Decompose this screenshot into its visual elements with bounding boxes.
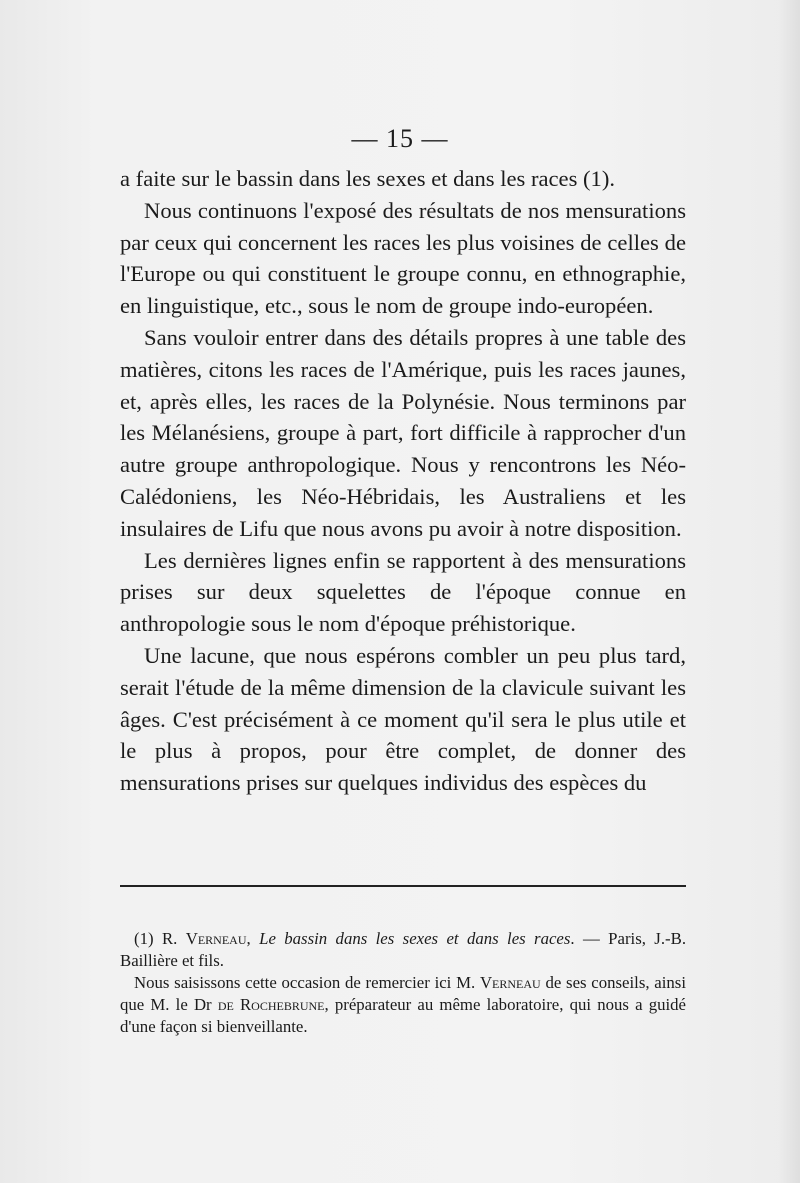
footnote-1-separator: , [246,929,260,948]
footnote-1 [120,928,686,972]
body-text [120,163,686,799]
paragraph-4: Les dernières lignes enfin se rapportent à des mensurations prises sur deux squelettes de l'époque connue en anthropologie sous le nom d'époque préhistorique. [120,547,686,637]
footnote-2-end: , préparateur au même laboratoire, qui nous a guidé d'une façon si bienveillante. [120,995,686,1036]
footnote-2-start: Nous saisissons cette occasion de remercier ici M. [134,973,480,992]
footnote-1-marker: (1) R. [134,929,178,948]
footnote-separator-rule [120,885,686,887]
page-edge-shadow [778,0,800,1183]
footnote-1-author: Verneau [185,929,247,948]
footnote-1-publisher: . — Paris, J.-B. Baillière et fils. [120,929,687,970]
paragraph-1: a faite sur le bassin dans les sexes et dans les races (1). [120,166,616,191]
footnote-2-middle: de ses conseils, ainsi que M. le Dr [120,973,686,1014]
footnote-1-title: Le bassin dans les sexes et dans les races [259,929,571,948]
paragraph-5: Une lacune, que nous espérons combler un peu plus tard, serait l'étude de la même dimension de la clavicule suivant les âges. C'est précisément à ce moment qu'il sera le plus utile et le plus à propos, pour être complet, de donner des mensurations prises sur quelques individus des espèces du [120,642,686,796]
footnote-2 [120,972,686,1038]
paragraph-2: Nous continuons l'exposé des résultats de nos mensurations par ceux qui concernent les races les plus voisines de celles de l'Europe ou qui constituent le groupe connu, en ethnographie, en linguistique, etc., sous le nom de groupe indo-européen. [120,197,686,319]
paragraph-3: Sans vouloir entrer dans des détails propres à une table des matières, citons les races de l'Amérique, puis les races jaunes, et, après elles, les races de la Polynésie. Nous terminons par les Mélanésiens, groupe à part, fort difficile à rapprocher d'un autre groupe anthropologique. Nous y rencontrons les Néo-Calédoniens, les Néo-Hébridais, les Australiens et les insulaires de Lifu que nous avons pu avoir à notre disposition. [120,324,686,541]
footnotes [120,928,686,1038]
page-number: — 15 — [351,124,449,153]
footnote-2-name-rochebrune: de Rochebrune [217,995,325,1014]
footnote-2-name-verneau: Verneau [479,973,541,992]
